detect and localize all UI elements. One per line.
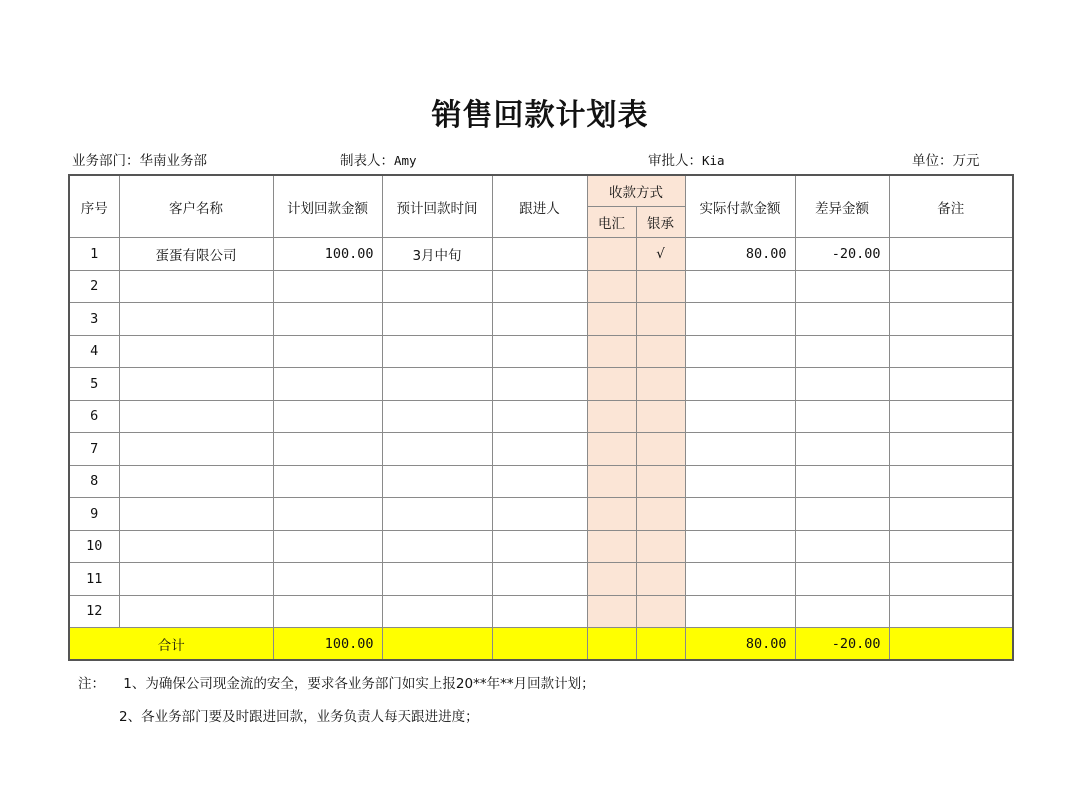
cell-bank-acceptance[interactable] bbox=[636, 530, 685, 563]
collection-plan-table bbox=[68, 174, 1014, 661]
total-follower-cell[interactable] bbox=[492, 628, 587, 661]
maker-label: 制表人： bbox=[340, 153, 394, 169]
cell-seq[interactable]: 11 bbox=[69, 563, 119, 596]
cell-actual-amount[interactable] bbox=[685, 400, 795, 433]
dept-field bbox=[72, 149, 207, 169]
cell-remark[interactable] bbox=[889, 368, 1013, 401]
cell-follower[interactable] bbox=[492, 595, 587, 628]
cell-customer[interactable] bbox=[119, 303, 273, 336]
cell-actual-amount[interactable] bbox=[685, 530, 795, 563]
table-row bbox=[69, 563, 1013, 596]
cell-actual-amount[interactable] bbox=[685, 303, 795, 336]
header-payment-method: 收款方式 bbox=[587, 175, 685, 207]
cell-expected-time[interactable] bbox=[382, 433, 492, 466]
header-actual-amount: 实际付款金额 bbox=[685, 175, 795, 238]
cell-remark[interactable] bbox=[889, 595, 1013, 628]
header-planned-amount: 计划回款金额 bbox=[273, 175, 382, 238]
table-row bbox=[69, 595, 1013, 628]
cell-actual-amount[interactable]: 80.00 bbox=[685, 238, 795, 271]
table-row bbox=[69, 303, 1013, 336]
cell-diff-amount[interactable] bbox=[795, 335, 889, 368]
cell-actual-amount[interactable] bbox=[685, 368, 795, 401]
cell-wire[interactable] bbox=[587, 563, 636, 596]
cell-bank-acceptance[interactable]: √ bbox=[636, 238, 685, 271]
cell-follower[interactable] bbox=[492, 433, 587, 466]
cell-expected-time[interactable]: 3月中旬 bbox=[382, 238, 492, 271]
cell-bank-acceptance[interactable] bbox=[636, 498, 685, 531]
table-row bbox=[69, 400, 1013, 433]
total-time-cell[interactable] bbox=[382, 628, 492, 661]
cell-remark[interactable] bbox=[889, 335, 1013, 368]
cell-follower[interactable] bbox=[492, 400, 587, 433]
note-1 bbox=[78, 672, 595, 692]
cell-remark[interactable] bbox=[889, 498, 1013, 531]
cell-follower[interactable] bbox=[492, 530, 587, 563]
maker-value: Amy bbox=[394, 153, 417, 168]
cell-remark[interactable] bbox=[889, 530, 1013, 563]
cell-expected-time[interactable] bbox=[382, 400, 492, 433]
table-row bbox=[69, 530, 1013, 563]
cell-planned-amount[interactable] bbox=[273, 563, 382, 596]
header-remark: 备注 bbox=[889, 175, 1013, 238]
cell-planned-amount[interactable] bbox=[273, 335, 382, 368]
cell-remark[interactable] bbox=[889, 433, 1013, 466]
cell-diff-amount[interactable] bbox=[795, 465, 889, 498]
cell-seq[interactable]: 3 bbox=[69, 303, 119, 336]
approver-value: Kia bbox=[702, 153, 725, 168]
cell-bank-acceptance[interactable] bbox=[636, 433, 685, 466]
cell-seq[interactable]: 6 bbox=[69, 400, 119, 433]
cell-wire[interactable] bbox=[587, 400, 636, 433]
cell-expected-time[interactable] bbox=[382, 368, 492, 401]
cell-customer[interactable] bbox=[119, 335, 273, 368]
cell-seq[interactable]: 5 bbox=[69, 368, 119, 401]
cell-wire[interactable] bbox=[587, 465, 636, 498]
cell-wire[interactable] bbox=[587, 368, 636, 401]
cell-planned-amount[interactable] bbox=[273, 400, 382, 433]
cell-customer[interactable] bbox=[119, 498, 273, 531]
cell-actual-amount[interactable] bbox=[685, 595, 795, 628]
cell-wire[interactable] bbox=[587, 433, 636, 466]
cell-diff-amount[interactable] bbox=[795, 498, 889, 531]
cell-expected-time[interactable] bbox=[382, 563, 492, 596]
cell-bank-acceptance[interactable] bbox=[636, 595, 685, 628]
cell-bank-acceptance[interactable] bbox=[636, 368, 685, 401]
table-row bbox=[69, 498, 1013, 531]
total-row bbox=[69, 628, 1013, 661]
cell-actual-amount[interactable] bbox=[685, 563, 795, 596]
cell-wire[interactable] bbox=[587, 530, 636, 563]
unit-label: 单位： bbox=[912, 153, 953, 169]
cell-diff-amount[interactable] bbox=[795, 400, 889, 433]
total-actual[interactable]: 80.00 bbox=[685, 628, 795, 661]
header-customer: 客户名称 bbox=[119, 175, 273, 238]
cell-diff-amount[interactable] bbox=[795, 303, 889, 336]
total-diff[interactable]: -20.00 bbox=[795, 628, 889, 661]
unit-field bbox=[912, 149, 980, 169]
cell-customer[interactable] bbox=[119, 400, 273, 433]
cell-diff-amount[interactable]: -20.00 bbox=[795, 238, 889, 271]
cell-follower[interactable] bbox=[492, 270, 587, 303]
cell-seq[interactable]: 9 bbox=[69, 498, 119, 531]
cell-customer[interactable] bbox=[119, 270, 273, 303]
cell-actual-amount[interactable] bbox=[685, 335, 795, 368]
cell-wire[interactable] bbox=[587, 335, 636, 368]
cell-expected-time[interactable] bbox=[382, 465, 492, 498]
notes-prefix: 注： bbox=[78, 676, 105, 692]
cell-seq[interactable]: 7 bbox=[69, 433, 119, 466]
cell-wire[interactable] bbox=[587, 595, 636, 628]
cell-expected-time[interactable] bbox=[382, 303, 492, 336]
cell-follower[interactable] bbox=[492, 238, 587, 271]
cell-bank-acceptance[interactable] bbox=[636, 303, 685, 336]
cell-diff-amount[interactable] bbox=[795, 368, 889, 401]
cell-planned-amount[interactable]: 100.00 bbox=[273, 238, 382, 271]
cell-bank-acceptance[interactable] bbox=[636, 400, 685, 433]
total-label[interactable]: 合计 bbox=[69, 628, 273, 661]
cell-follower[interactable] bbox=[492, 368, 587, 401]
table-header bbox=[69, 175, 1013, 238]
cell-bank-acceptance[interactable] bbox=[636, 465, 685, 498]
cell-follower[interactable] bbox=[492, 335, 587, 368]
cell-actual-amount[interactable] bbox=[685, 498, 795, 531]
cell-seq[interactable]: 1 bbox=[69, 238, 119, 271]
header-follower: 跟进人 bbox=[492, 175, 587, 238]
cell-diff-amount[interactable] bbox=[795, 270, 889, 303]
cell-customer[interactable] bbox=[119, 433, 273, 466]
cell-customer[interactable] bbox=[119, 563, 273, 596]
cell-wire[interactable] bbox=[587, 238, 636, 271]
cell-customer[interactable] bbox=[119, 465, 273, 498]
sheet-title: 销售回款计划表 bbox=[431, 98, 649, 133]
cell-bank-acceptance[interactable] bbox=[636, 270, 685, 303]
cell-planned-amount[interactable] bbox=[273, 433, 382, 466]
maker-field bbox=[340, 149, 417, 169]
cell-remark[interactable] bbox=[889, 303, 1013, 336]
cell-expected-time[interactable] bbox=[382, 530, 492, 563]
cell-follower[interactable] bbox=[492, 303, 587, 336]
cell-planned-amount[interactable] bbox=[273, 368, 382, 401]
unit-value: 万元 bbox=[952, 153, 980, 169]
cell-seq[interactable]: 2 bbox=[69, 270, 119, 303]
cell-planned-amount[interactable] bbox=[273, 303, 382, 336]
approver-field bbox=[648, 149, 725, 169]
cell-planned-amount[interactable] bbox=[273, 465, 382, 498]
header-wire: 电汇 bbox=[587, 207, 636, 238]
table-row bbox=[69, 368, 1013, 401]
approver-label: 审批人： bbox=[648, 153, 702, 169]
cell-planned-amount[interactable] bbox=[273, 595, 382, 628]
total-planned[interactable]: 100.00 bbox=[273, 628, 382, 661]
cell-remark[interactable] bbox=[889, 400, 1013, 433]
cell-expected-time[interactable] bbox=[382, 335, 492, 368]
cell-wire[interactable] bbox=[587, 303, 636, 336]
cell-remark[interactable] bbox=[889, 238, 1013, 271]
cell-actual-amount[interactable] bbox=[685, 270, 795, 303]
total-bank-cell[interactable] bbox=[636, 628, 685, 661]
cell-remark[interactable] bbox=[889, 270, 1013, 303]
table-row bbox=[69, 270, 1013, 303]
cell-customer[interactable] bbox=[119, 595, 273, 628]
table-row bbox=[69, 465, 1013, 498]
cell-seq[interactable]: 10 bbox=[69, 530, 119, 563]
cell-actual-amount[interactable] bbox=[685, 433, 795, 466]
dept-value: 华南业务部 bbox=[139, 153, 207, 169]
cell-diff-amount[interactable] bbox=[795, 530, 889, 563]
cell-seq[interactable]: 8 bbox=[69, 465, 119, 498]
header-diff-amount: 差异金额 bbox=[795, 175, 889, 238]
table-row bbox=[69, 335, 1013, 368]
cell-diff-amount[interactable] bbox=[795, 433, 889, 466]
cell-follower[interactable] bbox=[492, 498, 587, 531]
cell-seq[interactable]: 12 bbox=[69, 595, 119, 628]
cell-follower[interactable] bbox=[492, 465, 587, 498]
cell-remark[interactable] bbox=[889, 563, 1013, 596]
total-wire-cell[interactable] bbox=[587, 628, 636, 661]
header-expected-time: 预计回款时间 bbox=[382, 175, 492, 238]
dept-label: 业务部门： bbox=[72, 153, 140, 169]
cell-actual-amount[interactable] bbox=[685, 465, 795, 498]
cell-wire[interactable] bbox=[587, 498, 636, 531]
cell-expected-time[interactable] bbox=[382, 270, 492, 303]
cell-customer[interactable] bbox=[119, 530, 273, 563]
cell-wire[interactable] bbox=[587, 270, 636, 303]
cell-diff-amount[interactable] bbox=[795, 563, 889, 596]
total-remark-cell[interactable] bbox=[889, 628, 1013, 661]
cell-seq[interactable]: 4 bbox=[69, 335, 119, 368]
table-body bbox=[69, 238, 1013, 628]
cell-bank-acceptance[interactable] bbox=[636, 563, 685, 596]
cell-remark[interactable] bbox=[889, 465, 1013, 498]
header-seq: 序号 bbox=[69, 175, 119, 238]
cell-expected-time[interactable] bbox=[382, 498, 492, 531]
cell-expected-time[interactable] bbox=[382, 595, 492, 628]
note-2: 2、各业务部门要及时跟进回款，业务负责人每天跟进进度； bbox=[119, 709, 479, 725]
cell-customer[interactable] bbox=[119, 368, 273, 401]
table-row bbox=[69, 433, 1013, 466]
cell-planned-amount[interactable] bbox=[273, 530, 382, 563]
cell-bank-acceptance[interactable] bbox=[636, 335, 685, 368]
cell-planned-amount[interactable] bbox=[273, 270, 382, 303]
note-1-text: 1、为确保公司现金流的安全，要求各业务部门如实上报20**年**月回款计划； bbox=[123, 676, 595, 692]
cell-follower[interactable] bbox=[492, 563, 587, 596]
cell-planned-amount[interactable] bbox=[273, 498, 382, 531]
cell-diff-amount[interactable] bbox=[795, 595, 889, 628]
table-row bbox=[69, 238, 1013, 271]
cell-customer[interactable]: 蛋蛋有限公司 bbox=[119, 238, 273, 271]
header-bank-acceptance: 银承 bbox=[636, 207, 685, 238]
